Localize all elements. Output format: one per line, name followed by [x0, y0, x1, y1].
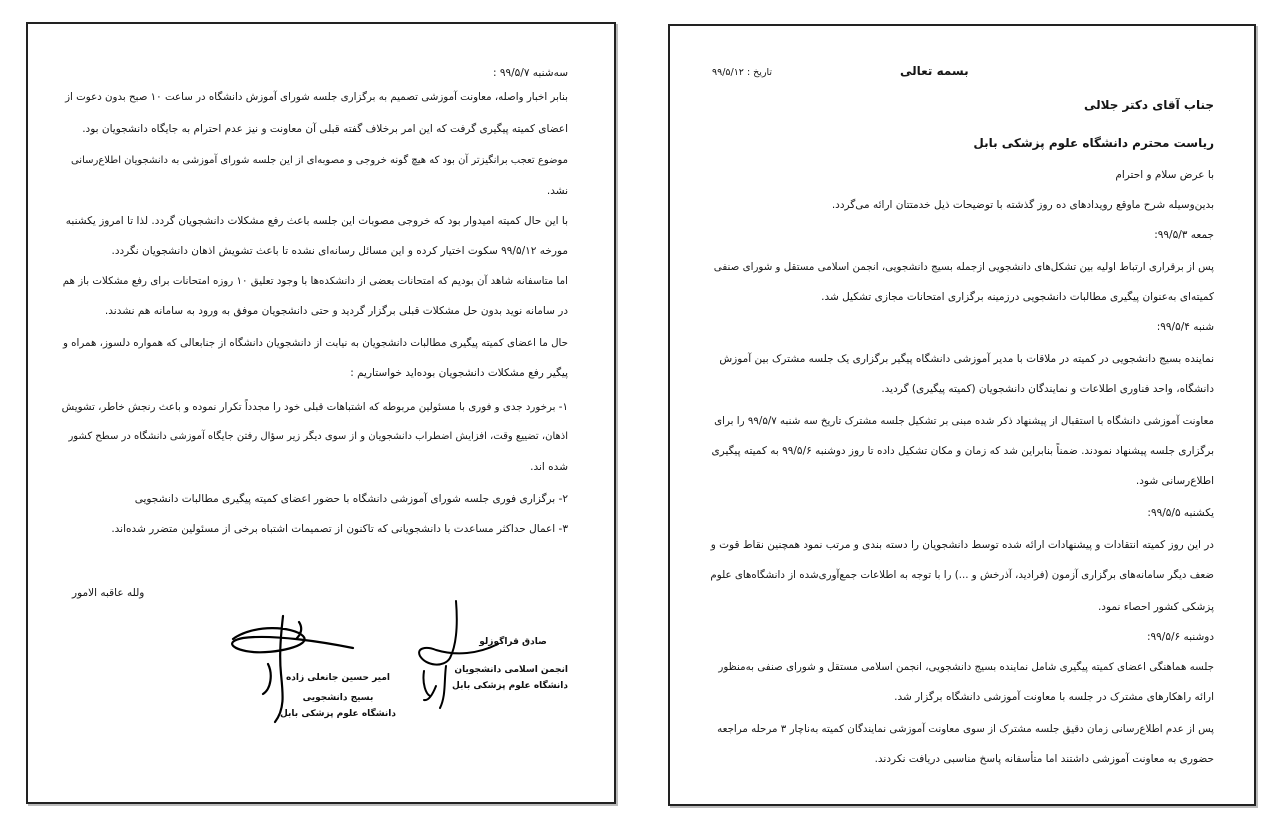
letter-page-right	[668, 24, 1256, 806]
letter-page-left	[26, 22, 616, 804]
body-line: نشد.	[546, 185, 568, 197]
body-line: شنبه ۹۹/۵/۴:	[1156, 321, 1214, 333]
body-line: کمیته‌ای به‌عنوان پیگیری مطالبات دانشجویی درزمینه برگزاری امتحانات مجازی تشکیل شد.	[821, 291, 1214, 303]
signature-univ-basij: دانشگاه علوم پزشکی بابل	[280, 709, 396, 719]
body-line: ۲- برگزاری فوری جلسه شورای آموزشی دانشگاه با حضور اعضای کمیته پیگیری مطالبات دانشجویی	[134, 493, 568, 505]
date-line: سه‌شنبه ۹۹/۵/۷ :	[492, 67, 568, 79]
body-line: پس از عدم اطلاع‌رسانی زمان دقیق جلسه مشترک از سوی معاونت آموزشی نمایندگان کمیته به‌ناچار ۳ مرحله مراجعه	[717, 723, 1214, 735]
signature-org-anjoman: انجمن اسلامی دانشجویان	[454, 665, 568, 675]
body-line: موضوع تعجب برانگیزتر آن بود که هیچ گونه خروجی و مصوبه‌ای از این جلسه شورای آموزشی به دانشجویان اطلاع‌رسانی	[70, 155, 568, 166]
body-line: دوشنبه ۹۹/۵/۶:	[1146, 631, 1214, 643]
body-line: بدین‌وسیله شرح ماوقع رویدادهای ده روز گذشته با توضیحات ذیل خدمتتان ارائه می‌گردد.	[831, 199, 1214, 211]
signature-org-basij: بسیج دانشجویی	[302, 693, 374, 703]
letter-date: تاریخ : ۹۹/۵/۱۲	[712, 67, 773, 78]
body-line: ضعف دیگر سامانه‌های برگزاری آزمون (فرادید، آذرخش و ...) را با توجه به اطلاعات جمع‌آوری‌شده از دانشگاه‌های علوم	[710, 569, 1214, 581]
body-line: حضوری به معاونت آموزشی داشتند اما متأسفانه پاسخ مناسبی دریافت نکردند.	[874, 753, 1214, 765]
body-line: جمعه ۹۹/۵/۳:	[1154, 229, 1214, 241]
signature-name-basij: امیر حسین جانعلی زاده	[285, 673, 391, 683]
body-line: ۳- اعمال حداکثر مساعدت با دانشجویانی که تاکنون از تصمیمات اشتباه برخی از مسئولین متضرر شده‌اند.	[111, 523, 568, 535]
addressee: جناب آقای دکتر جلالی	[1083, 98, 1214, 112]
body-line: ارائه راهکارهای مشترک در جلسه با معاونت آموزشی دانشگاه برگزار شد.	[894, 691, 1214, 703]
signature-name-anjoman: صادق قراگوزلو	[479, 637, 547, 647]
body-line: پس از برقراری ارتباط اولیه بین تشکل‌های دانشجویی ازجمله بسیج دانشجویی، انجمن اسلامی مستقل و شورای صنفی	[713, 261, 1214, 273]
body-line: معاونت آموزشی دانشگاه با استقبال از پیشنهاد ذکر شده مبنی بر تشکیل جلسه مشترک تاریخ سه شنبه ۹۹/۵/۷ را برای	[714, 415, 1214, 427]
body-line: ۱- برخورد جدی و فوری با مسئولین مربوطه که اشتباهات قبلی خود را مجدداً تکرار نموده و باعث رنجش خاطر، تشویش	[61, 401, 568, 413]
body-line: در سامانه نوید بدون حل مشکلات قبلی برگزار گردید و حتی دانشجویان موفق به ورود به سامانه هم نشدند.	[104, 305, 568, 317]
closing-line: ولله عاقبه الامور	[72, 587, 145, 599]
signature-scribble-anjoman	[406, 596, 506, 716]
body-line: جلسه هماهنگی اعضای کمیته پیگیری شامل نماینده بسیج دانشجویی، انجمن اسلامی مستقل و شورای صنفی به‌منظور	[718, 661, 1214, 673]
body-line: پیگیر رفع مشکلات دانشجویان بوده‌اید خواستاریم :	[350, 367, 568, 379]
body-line: برگزاری جلسه پیشنهاد نمودند. ضمناً بنابراین شد که زمان و مکان تشکیل داده تا روز دوشنبه ۹۹/۵/۶ به کمیته پیگیری	[711, 445, 1214, 457]
body-line: نماینده بسیج دانشجویی در کمیته در ملاقات با مدیر آموزشی دانشگاه پیگیر برگزاری یک جلسه مشترک بین آموزش	[719, 353, 1214, 365]
letter-heading: بسمه تعالی	[900, 64, 969, 78]
body-line: اطلاع‌رسانی شود.	[1135, 475, 1214, 487]
body-line: یکشنبه ۹۹/۵/۵:	[1147, 507, 1214, 519]
body-line: با این حال کمیته امیدوار بود که خروجی مصوبات این جلسه باعث رفع مشکلات دانشجویان گردد. لذا تا امروز یکشنبه	[65, 215, 568, 227]
body-line: شده اند.	[530, 461, 568, 473]
addressee-title: ریاست محترم دانشگاه علوم پزشکی بابل	[973, 136, 1214, 150]
body-line: اما متاسفانه شاهد آن بودیم که امتحانات بعضی از دانشکده‌ها با وجود تعلیق ۱۰ روزه امتحانات برای رفع مشکلات باز هم	[62, 275, 568, 287]
body-line: مورخه ۹۹/۵/۱۲ سکوت اختیار کرده و این مسائل رسانه‌ای نشده تا باعث تشویش اذهان دانشجویان نگردد.	[111, 245, 568, 257]
body-line: با عرض سلام و احترام	[1115, 169, 1214, 181]
body-line: در این روز کمیته انتقادات و پیشنهادات ارائه شده توسط دانشجویان را دسته بندی و مرتب نمود همچنین نقاط قوت و	[710, 539, 1214, 551]
signature-univ-anjoman: دانشگاه علوم پزشکی بابل	[452, 681, 568, 691]
body-line: حال ما اعضای کمیته پیگیری مطالبات دانشجویان به نیابت از دانشجویان دانشگاه از جنابعالی که همواره دلسوز، همراه و	[62, 337, 568, 349]
body-line: پزشکی کشور احصاء نمود.	[1097, 601, 1214, 613]
body-line: اعضای کمیته پیگیری گرفت که این امر برخلاف گفته قبلی آن معاونت و نیز عدم احترام به جایگاه دانشجویان بود.	[82, 123, 568, 135]
body-line: بنابر اخبار واصله، معاونت آموزشی تصمیم به برگزاری جلسه شورای آموزش دانشگاه در ساعت ۱۰ صبح بدون دعوت از	[65, 91, 568, 103]
body-line: دانشگاه، واحد فناوری اطلاعات و نمایندگان دانشجویان (کمیته پیگیری) گردید.	[881, 383, 1214, 395]
body-line: اذهان، تضییع وقت، افزایش اضطراب دانشجویان و از سوی دیگر زیر سؤال رفتن جایگاه آموزشی دانشگاه در سطح کشور	[68, 431, 568, 442]
